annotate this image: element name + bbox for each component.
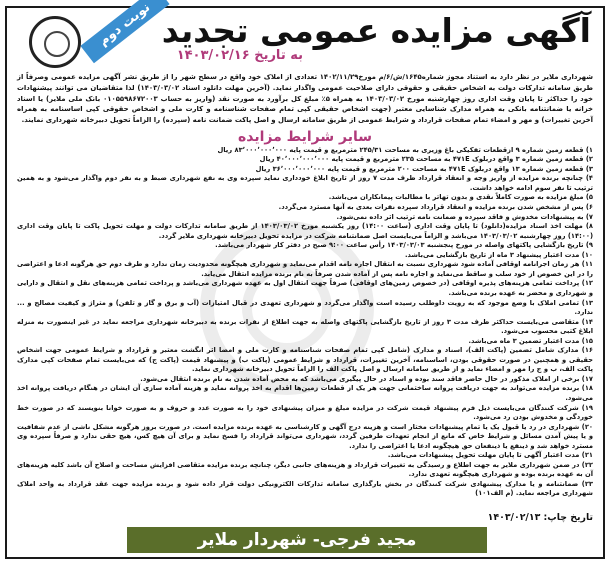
condition-item: ۲۳) ضمانتنامه و یا مدارک پیشنهادی شرکت کنندگان در بخش بارگذاری سامانه تدارکات الکترونیکی دولت قرار داده شود و برنده مزایده جهت عقد قرارداد به واحد املاک شهرداری مراجعه نماید. (م الف۱۰۱): [17, 479, 593, 498]
condition-item: ۲۲) در ضمن شهرداری ملایر به جهت اطلاع و رسیدگی به تغییرات قرارداد و هزینه‌های جانبی دیگر، چنانچه برنده مزایده متقاضی افزایش مساحت و اصلاح آن باشد کلیه هزینه‌های آن به عهده برنده بوده و شهرداری هیچگونه تعهدی ندارد.: [17, 460, 593, 479]
signature-bar: مجید فرجی- شهردار ملایر: [127, 527, 487, 553]
condition-item: ۹) تاریخ بازگشایی پاکتهای واصله در مورخ پنجشنبه ۱۴۰۳/۰۳/۰۳ رأس ساعت ۹:۰۰ صبح در دفتر کار شهردار می‌باشد.: [215, 241, 593, 250]
auction-notice: [5, 0, 605, 559]
condition-item: ۱۷) برخی از املاک مذکور در حال حاضر فاقد سند بوده و اسناد در حال پیگیری می‌باشد که به محض آماده شدن به نام برنده انتقال می‌شود.: [140, 374, 593, 383]
conditions-list: [7, 146, 603, 499]
header: [7, 0, 603, 72]
conditions-title: سایر شرایط مزایده: [237, 128, 373, 145]
condition-item: ۱۰) مدت اعتبار پیشنهاد ۳ ماه از تاریخ بازگشایی می‌باشد.: [404, 250, 593, 259]
condition-item: ۲۰) شهرداری در رد یا قبول یک یا تمام پیشنهادات مختار است و هزینه درج آگهی و کارشناسی به عهده برنده مزایده است. در صورت بروز هرگونه مشکل ناشی از عدم شفافیت و یا پیش آمدن مسائل و شرایط خاص که مانع از انجام تعهدات طرفین گردد، شهرداری می‌تواند قرارداد را فسخ نماید و برای آن هیچ کس، هیچ حقی ندارد و صرفاً سپرده وی مسترد خواهد شد و ذینفع یا ذینفعان حق هیچگونه ادعا یا اعتراضی را ندارد.: [17, 422, 593, 450]
condition-item: ۲) قطعه زمین شماره ۳ واقع دربلوک ۴۷۱E به مساحت ۲۳۵ مترمربع و قیمت پایه ۴۰٬۰۰۰٬۰۰۰٬۰۰۰ ریال: [259, 155, 593, 164]
condition-item: ۱) قطعه زمین شماره ۹ ازقطعات تفکیکی باغ وزیری به مساحت ۲۴۵/۳۱ مترمربع و قیمت پایه ۸۳٬۰۰۰٬۰۰۰٬۰۰۰ ریال: [217, 145, 593, 154]
condition-item: ۱۵) مدت اعتبار تضمین ۳ ماه می‌باشد.: [468, 336, 593, 345]
condition-item: ۱۲) پرداخت تمامی هزینه‌های پذیره اوقافی (در خصوص زمین‌های اوقافی) صرفاً جهت انتقال اول به عهده شهرداری می‌باشد و پرداخت تمامی هزینه‌های نقل و انتقال و دارایی و شهرداری و محضر به عهده برنده می‌باشد.: [17, 279, 593, 297]
municipality-logo-icon: [29, 16, 81, 68]
footer: [7, 512, 603, 557]
notice-date: به تاریخ ۱۴۰۳/۰۲/۱۶: [176, 48, 303, 63]
condition-item: ۱۳) تمامی املاک با وضع موجود که به رویت داوطلب رسیده است واگذار می‌گردد و شهرداری تعهدی در قبال امتیازات (آب و برق و گاز و تلفن) و متراژ و کیفیت مصالح و ... ندارد.: [17, 298, 593, 317]
condition-item: ۶) پس از مشخص شدن برنده مزایده و انعقاد قرارداد سپرده نفرات بعدی به آنها مسترد می‌گردد.: [278, 203, 593, 212]
condition-item: ۱۴) متقاضی می‌بایست حداکثر ظرف مدت ۳ روز از تاریخ بازگشایی پاکتهای واصله به جهت اطلاع از نفرات برنده به دبیرخانه شهرداری مراجعه نماید در غیر اینصورت به منزله ابلاغ کتبی محسوب می‌شود.: [17, 317, 594, 336]
condition-item: ۳) قطعه زمین شماره ۱۳ واقع دربلوک ۴۷۱E به مساحت ۲۰۰ مترمربع و قیمت پایه ۳۶٬۰۰۰٬۰۰۰٬۰۰۰ ریال: [255, 164, 593, 173]
condition-item: ۱۶) مدارک شامل تضمین (پاکت الف)، اسناد و مدارک (شامل کپی تمام صفحات شناسنامه و کارت ملی و امضا اثر انگشت معتبر و قرارداد و شرایط عمومی جهت اشخاص حقیقی و همچنین در صورت حقوقی بودن، اساسنامه، آخرین تغییرات، قرارداد و شرایط عمومی (پاکت ب) و پیشنهاد قیمت (پاکت ج) که می‌بایست تمام صفحات کپی مدارک پاکت الف، ب و ج را مهر و امضاء نماید و از طریق سامانه ارسال و اصل پاکت الف را الزاماً تحویل دبیرخانه شهرداری نماید.: [17, 346, 593, 374]
print-date: تاریخ چاپ: ۱۴۰۳/۰۲/۱۳: [487, 512, 593, 523]
condition-item: ۱۹) شرکت کنندگان می‌بایست ذیل فرم پیشنهاد قیمت شرکت در مزایده مبلغ و میزان پیشنهادی خود را به صورت عدد و حروف و به صورت خوانا بنویسند که در صورت خط خوردگی و مخدوش بودن رد می‌شود.: [17, 403, 593, 422]
intro-paragraph: شهرداری ملایر در نظر دارد به استناد مجوز شماره۱۶۴۵/ش/۶/م مورخ۱۴۰۲/۱۱/۲۹ تعدادی از املاک خود واقع در سطح شهر را از طریق نشر آگهی مزایده عمومی وصرفاً از طریق سامانه تدارکات دولت به اشخاص حقیقی و حقوقی دارای صلاحیت عمومی واگذار نماید. (آخرین مهلت دانلود اسناد ۱۴۰۳/۰۳/۰۲) لذا متقاضیان می توانند پیشنهادات خود را حداکثر تا پایان وقت اداری روز چهارشنبه مورخ ۱۴۰۳/۰۳/۰۲ به همراه ۵٪ مبلغ کل برآورد به صورت نقد (واریز به حساب ۰۱۰۵۵۹۸۶۷۲۰۰۳ بانک ملی ملایر) یا اسناد خزانه یا ضمانتنامه بانکی به همراه مدارک شناسایی معتبر (جهت اشخاص حقیقی کپی تمام صفحات شناسنامه و کارت ملی و اشخاص حقوقی کپی اساسنامه به همراه آخرین تغییرات) و مهر و امضاء تمام صفحات قرارداد و شرایط عمومی از طریق سامانه ارسال و اصل پاکت ضمانت نامه (سپرده) را الزاماً تحویل دبیرخانه شهرداری نمایند.: [17, 73, 594, 124]
condition-item: ۵) مبلغ مزایده به صورت کاملاً نقدی و بدون تهاتر با مطالبات پیمانکاران می‌باشد.: [328, 193, 593, 202]
condition-item: ۷) به پیشنهادات مخدوش و فاقد سپرده و ضمانت نامه ترتیب اثر داده نمی‌شود.: [336, 212, 593, 221]
condition-item: ۸) مهلت اخذ اسناد مزایده(دانلود) تا پایان وقت اداری (ساعت ۱۴:۰۰) روز یکشنبه مورخ ۱۴۰۳/۰۳/۰۲ از طریق سامانه تدارکات دولت و مهلت تحویل پاکت تا پایان وقت اداری (۱۴:۰۰) روز چهارشنبه ۱۴۰۳/۰۳/۰۲ می‌باشد و الزاماً می‌بایست اصل ضمانتنامه شرکت در مزایده تحویل دبیرخانه شهرداری ملایر گردد.: [17, 222, 594, 240]
condition-item: ۱۸) برنده مزایده می‌تواند به جهت دریافت پروانه ساختمانی جهت هر یک از قطعات زمین‌ها اقدام به اخذ پروانه نماید و هزینه آماده سازی آن ایشان در هنگام دریافت پروانه اخذ می‌شود.: [17, 384, 593, 402]
condition-item: ۴) چنانچه برنده مزایده از واریز وجه و انعقاد قرارداد ظرف مدت ۷ روز از تاریخ ابلاغ خودداری نماید سپرده وی به نفع شهرداری ضبط و به نفر دوم واگذار می‌شود و به همین ترتیب تا نفر سوم ادامه خواهد داشت.: [17, 174, 593, 192]
notice-title: آگهی مزایده عمومی تجدید: [161, 11, 591, 50]
round-badge: نوبت دوم: [80, 0, 169, 63]
condition-item: ۱۱) هر زمان اجرانامه اوقافی آماده شود شهرداری نسبت به انتقال اجاره نامه اقدام می‌نماید و شهرداری هیچگونه محدودیت زمان ندارد و طرف دوم حق هرگونه ادعا و اعتراضی را در این خصوص از خود سلب و ساقط می‌نماید و اجاره نامه پس از آماده شدن صرفاً به نام برنده مزایده انتقال می‌یابد.: [17, 260, 593, 278]
condition-item: ۲۱) مدت اعتبار آگهی تا پایان مهلت تحویل پیشنهادات می‌باشد.: [387, 451, 593, 460]
